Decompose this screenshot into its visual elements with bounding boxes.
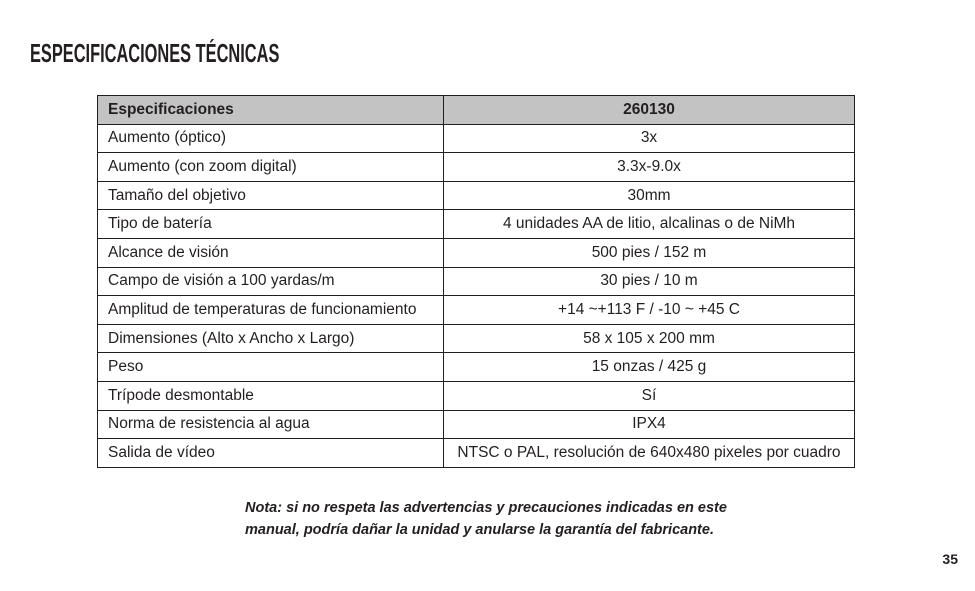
header-model-number: 260130 bbox=[444, 96, 855, 125]
spec-value: 4 unidades AA de litio, alcalinas o de NiMh bbox=[444, 210, 855, 239]
spec-label: Trípode desmontable bbox=[98, 381, 444, 410]
page-title: ESPECIFICACIONES TÉCNICAS bbox=[30, 38, 280, 68]
table-row bbox=[98, 353, 855, 382]
spec-label: Aumento (con zoom digital) bbox=[98, 153, 444, 182]
table-row bbox=[98, 439, 855, 468]
table-row bbox=[98, 210, 855, 239]
table-row bbox=[98, 410, 855, 439]
spec-value: 30mm bbox=[444, 181, 855, 210]
spec-label: Aumento (óptico) bbox=[98, 124, 444, 153]
spec-value: 3x bbox=[444, 124, 855, 153]
spec-label: Campo de visión a 100 yardas/m bbox=[98, 267, 444, 296]
spec-value: +14 ~+113 F / -10 ~ +45 C bbox=[444, 296, 855, 325]
table-row bbox=[98, 124, 855, 153]
spec-label: Salida de vídeo bbox=[98, 439, 444, 468]
spec-value: 58 x 105 x 200 mm bbox=[444, 324, 855, 353]
spec-label: Norma de resistencia al agua bbox=[98, 410, 444, 439]
spec-label: Amplitud de temperaturas de funcionamiento bbox=[98, 296, 444, 325]
table-row bbox=[98, 324, 855, 353]
spec-value: IPX4 bbox=[444, 410, 855, 439]
spec-value: 15 onzas / 425 g bbox=[444, 353, 855, 382]
table-row bbox=[98, 381, 855, 410]
table-row bbox=[98, 181, 855, 210]
spec-label: Tamaño del objetivo bbox=[98, 181, 444, 210]
note bbox=[245, 498, 727, 541]
note-line-2: manual, podría dañar la unidad y anularse la garantía del fabricante. bbox=[245, 521, 714, 538]
spec-label: Peso bbox=[98, 353, 444, 382]
table-row bbox=[98, 296, 855, 325]
spec-table bbox=[97, 95, 855, 468]
spec-table-body bbox=[98, 124, 855, 467]
spec-label: Alcance de visión bbox=[98, 238, 444, 267]
spec-value: 30 pies / 10 m bbox=[444, 267, 855, 296]
spec-value: 500 pies / 152 m bbox=[444, 238, 855, 267]
note-line-1: Nota: si no respeta las advertencias y precauciones indicadas en este bbox=[245, 500, 727, 516]
table-row bbox=[98, 153, 855, 182]
spec-value: 3.3x-9.0x bbox=[444, 153, 855, 182]
spec-label: Tipo de batería bbox=[98, 210, 444, 239]
table-row bbox=[98, 267, 855, 296]
table-row bbox=[98, 238, 855, 267]
spec-value: NTSC o PAL, resolución de 640x480 pixeles por cuadro bbox=[444, 439, 855, 468]
page-number: 35 bbox=[942, 551, 958, 567]
spec-value: Sí bbox=[444, 381, 855, 410]
header-especificaciones: Especificaciones bbox=[98, 96, 444, 125]
table-header-row bbox=[98, 96, 855, 125]
spec-label: Dimensiones (Alto x Ancho x Largo) bbox=[98, 324, 444, 353]
